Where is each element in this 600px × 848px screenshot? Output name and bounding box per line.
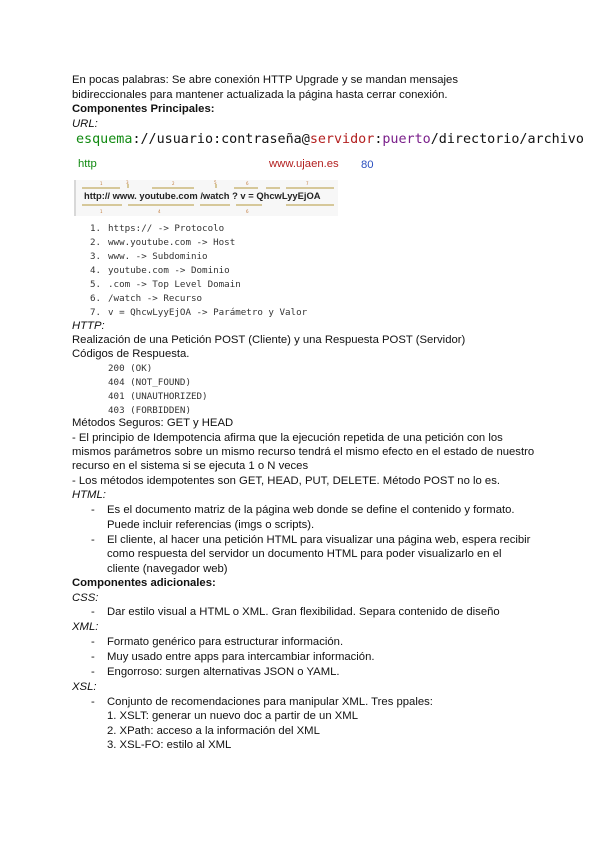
safe-methods: Métodos Seguros: GET y HEAD bbox=[72, 417, 234, 429]
url-label: URL: bbox=[72, 118, 98, 130]
heading-componentes-principales: Componentes Principales: bbox=[72, 103, 215, 115]
url-sep: :// bbox=[132, 132, 157, 147]
url-part: www. -> Subdominio bbox=[108, 251, 208, 262]
http-label: HTTP: bbox=[72, 320, 105, 332]
bullet-dash: - bbox=[91, 651, 95, 663]
url-puerto: puerto bbox=[382, 132, 431, 147]
url-esquema: esquema bbox=[76, 132, 133, 147]
idempotence-line-3: recurso en el sistema si se ejecuta 1 o N veces bbox=[72, 460, 309, 472]
youtube-url-text: http:// www. youtube.com /watch ? v = QhcwLyyEjOA bbox=[84, 190, 321, 201]
idempotence-line-2: mismos parámetros sobre un mismo recurso tendrá el mismo efecto en el estado de nuestro bbox=[72, 446, 535, 458]
xml-item: Engorroso: surgen alternativas JSON o YAML. bbox=[107, 666, 340, 678]
html-item-2-line-3: cliente (navegador web) bbox=[107, 563, 228, 575]
html-item-1-line-1: Es el documento matriz de la página web donde se define el contenido y formato. bbox=[107, 504, 515, 516]
url-colon: : bbox=[213, 132, 222, 147]
response-code: 403 (FORBIDDEN) bbox=[108, 405, 191, 416]
url-colon-2: : bbox=[374, 132, 383, 147]
url-part-num: 3. bbox=[90, 251, 102, 262]
xsl-item: Conjunto de recomendaciones para manipular XML. Tres ppales: bbox=[107, 696, 433, 708]
http-description: Realización de una Petición POST (Cliente) y una Respuesta POST (Servidor) bbox=[72, 334, 466, 346]
response-code: 404 (NOT_FOUND) bbox=[108, 377, 191, 388]
codes-label: Códigos de Respuesta. bbox=[72, 348, 190, 360]
url-part-num: 5. bbox=[90, 279, 102, 290]
heading-componentes-adicionales: Componentes adicionales: bbox=[72, 577, 216, 589]
url-part: /watch -> Recurso bbox=[108, 293, 203, 304]
html-item-2-line-2: como respuesta del servidor un documento HTML para poder visualizarlo en el bbox=[107, 548, 502, 560]
url-syntax bbox=[76, 131, 584, 148]
bullet-dash: - bbox=[91, 636, 95, 648]
response-code: 401 (UNAUTHORIZED) bbox=[108, 391, 208, 402]
xsl-sub-item: 1. XSLT: generar un nuevo doc a partir de un XML bbox=[107, 710, 358, 722]
html-item-2-line-1: El cliente, al hacer una petición HTML para visualizar una página web, espera recibir bbox=[107, 534, 531, 546]
url-part-num: 7. bbox=[90, 307, 102, 318]
url-path: /directorio/archivo bbox=[430, 132, 584, 147]
svg-text:1: 1 bbox=[100, 181, 103, 186]
url-part: youtube.com -> Dominio bbox=[108, 265, 230, 276]
svg-text:6: 6 bbox=[246, 209, 249, 214]
url-part-num: 2. bbox=[90, 237, 102, 248]
svg-text:4: 4 bbox=[158, 209, 161, 214]
url-part: .com -> Top Level Domain bbox=[108, 279, 241, 290]
html-item-1-line-2: Puede incluir referencias (imgs o scripts). bbox=[107, 519, 315, 531]
svg-text:1: 1 bbox=[100, 209, 103, 214]
xml-item: Formato genérico para estructurar información. bbox=[107, 636, 344, 648]
html-label: HTML: bbox=[72, 489, 106, 501]
idempotence-line-4: - Los métodos idempotentes son GET, HEAD, PUT, DELETE. Método POST no lo es. bbox=[72, 475, 501, 487]
xsl-sub-item: 3. XSL-FO: estilo al XML bbox=[107, 739, 232, 751]
intro-line-1: En pocas palabras: Se abre conexión HTTP Upgrade y se mandan mensajes bbox=[72, 74, 458, 86]
bullet-dash: - bbox=[91, 696, 95, 708]
bullet-dash: - bbox=[91, 666, 95, 678]
youtube-url-diagram bbox=[74, 180, 338, 216]
css-item: Dar estilo visual a HTML o XML. Gran flexibilidad. Separa contenido de diseño bbox=[107, 606, 500, 618]
css-label: CSS: bbox=[72, 592, 99, 604]
url-servidor: servidor bbox=[309, 132, 375, 147]
url-part: www.youtube.com -> Host bbox=[108, 237, 236, 248]
svg-text:6: 6 bbox=[246, 181, 249, 186]
bullet-dash: - bbox=[91, 606, 95, 618]
url-part-num: 1. bbox=[90, 223, 102, 234]
svg-text:2: 2 bbox=[172, 181, 175, 186]
xml-label: XML: bbox=[72, 621, 99, 633]
xsl-label: XSL: bbox=[72, 681, 97, 693]
response-code: 200 (OK) bbox=[108, 363, 153, 374]
xml-item: Muy usado entre apps para intercambiar información. bbox=[107, 651, 375, 663]
url-part-num: 4. bbox=[90, 265, 102, 276]
example-host: www.ujaen.es bbox=[269, 158, 339, 170]
svg-text:3: 3 bbox=[126, 180, 129, 185]
svg-text:7: 7 bbox=[306, 181, 309, 186]
url-usuario: usuario bbox=[156, 132, 214, 147]
url-part: https:// -> Protocolo bbox=[108, 223, 225, 234]
url-password: contraseña bbox=[221, 132, 302, 147]
idempotence-line-1: - El principio de Idempotencia afirma que la ejecución repetida de una petición con los bbox=[72, 432, 503, 444]
svg-text:5: 5 bbox=[214, 180, 217, 185]
example-scheme: http bbox=[78, 158, 97, 170]
intro-line-2: bidireccionales para mantener actualizada la página hasta cerrar conexión. bbox=[72, 89, 448, 101]
example-port: 80 bbox=[361, 159, 374, 171]
bullet-dash: - bbox=[91, 534, 95, 546]
xsl-sub-item: 2. XPath: acceso a la información del XML bbox=[107, 725, 320, 737]
url-part: v = QhcwLyyEjOA -> Parámetro y Valor bbox=[108, 307, 308, 318]
bullet-dash: - bbox=[91, 504, 95, 516]
url-at: @ bbox=[301, 132, 310, 147]
url-part-num: 6. bbox=[90, 293, 102, 304]
